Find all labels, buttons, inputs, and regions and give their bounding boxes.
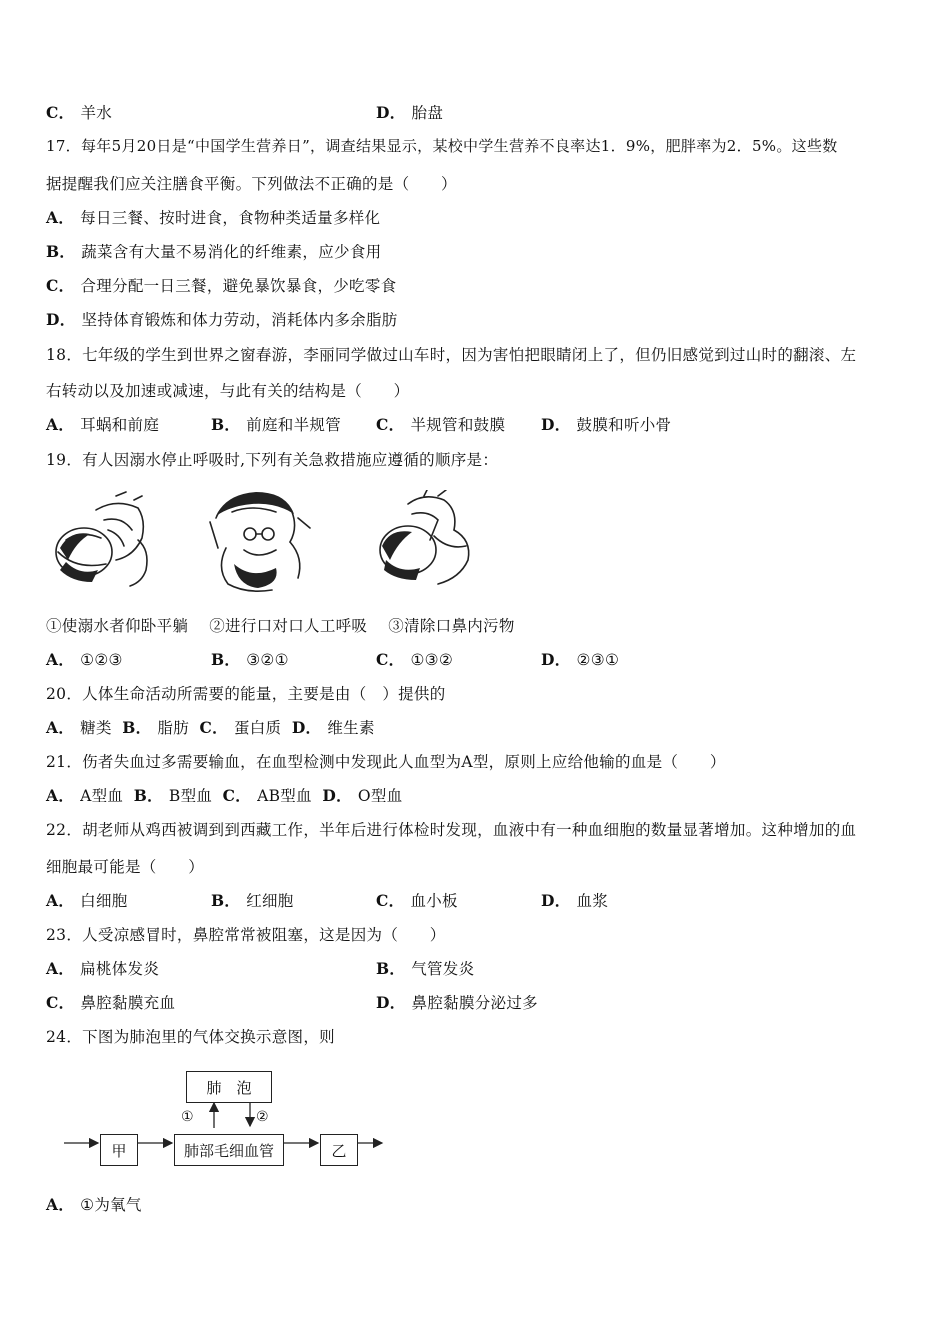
q17-stem-line2: 据提醒我们应关注膳食平衡。下列做法不正确的是（ ） bbox=[46, 175, 457, 193]
q22-stem-line1: 22．胡老师从鸡西被调到到西藏工作，半年后进行体检时发现，血液中有一种血细胞的数量显著增加。这种增加的血 bbox=[46, 821, 857, 839]
q24-stem: 24．下图为肺泡里的气体交换示意图，则 bbox=[46, 1028, 335, 1046]
q17-option-b: B． 蔬菜含有大量不易消化的纤维素，应少食用 bbox=[46, 242, 382, 261]
vessel-yi-box: 乙 bbox=[320, 1134, 358, 1166]
q17-option-a: A． 每日三餐、按时进食，食物种类适量多样化 bbox=[46, 208, 381, 227]
q20-stem: 20．人体生命活动所需要的能量，主要是由（ ）提供的 bbox=[46, 685, 446, 703]
arrow-label-2: ② bbox=[256, 1109, 269, 1125]
q16-option-c: C． 羊水 bbox=[46, 103, 113, 122]
first-aid-illustration-2 bbox=[206, 488, 316, 596]
q22-option-d: D． 血浆 bbox=[541, 891, 609, 910]
q18-option-d: D． 鼓膜和听小骨 bbox=[541, 415, 672, 434]
q21-options: A． A型血 B． B型血 C． AB型血 D． O型血 bbox=[46, 786, 403, 805]
q22-option-b: B． 红细胞 bbox=[211, 891, 294, 910]
q22-option-a: A． 白细胞 bbox=[46, 891, 128, 910]
q23-option-c: C． 鼻腔黏膜充血 bbox=[46, 993, 176, 1012]
q18-option-b: B． 前庭和半规管 bbox=[211, 415, 342, 434]
q19-option-b: B． ③②① bbox=[211, 650, 289, 669]
q18-option-a: A． 耳蜗和前庭 bbox=[46, 415, 160, 434]
q19-option-c: C． ①③② bbox=[376, 650, 454, 669]
q22-stem-line2: 细胞最可能是（ ） bbox=[46, 858, 205, 876]
vessel-jia-box: 甲 bbox=[100, 1134, 138, 1166]
q19-option-d: D． ②③① bbox=[541, 650, 620, 669]
q17-option-c: C． 合理分配一日三餐，避免暴饮暴食，少吃零食 bbox=[46, 276, 397, 295]
alveolus-box: 肺 泡 bbox=[186, 1071, 272, 1103]
q18-stem-line2: 右转动以及加速或减速，与此有关的结构是（ ） bbox=[46, 382, 410, 400]
q24-option-a: A． ①为氧气 bbox=[46, 1195, 142, 1214]
arrow-label-1: ① bbox=[181, 1109, 194, 1125]
q23-option-d: D． 鼻腔黏膜分泌过多 bbox=[376, 993, 538, 1012]
q19-option-a: A． ①②③ bbox=[46, 650, 123, 669]
q18-stem-line1: 18．七年级的学生到世界之窗春游，李丽同学做过山车时，因为害怕把眼睛闭上了，但仍旧感觉到过山时的翻滚、左 bbox=[46, 346, 857, 364]
q18-option-c: C． 半规管和鼓膜 bbox=[376, 415, 506, 434]
q17-stem-line1: 17．每年5月20日是“中国学生营养日”，调查结果显示，某校中学生营养不良率达1．9%，肥胖率为2．5%。这些数 bbox=[46, 137, 838, 155]
q21-stem: 21．伤者失血过多需要输血，在血型检测中发现此人血型为A型，原则上应给他输的血是（ ） bbox=[46, 753, 726, 771]
q23-stem: 23．人受凉感冒时，鼻腔常常被阻塞，这是因为（ ） bbox=[46, 926, 446, 944]
q19-stem: 19．有人因溺水停止呼吸时,下列有关急救措施应遵循的顺序是： bbox=[46, 451, 499, 469]
q19-steps: ①使溺水者仰卧平躺 ②进行口对口人工呼吸 ③清除口鼻内污物 bbox=[46, 617, 515, 635]
first-aid-illustration-1 bbox=[46, 490, 156, 590]
first-aid-illustration-3 bbox=[368, 490, 478, 590]
q20-options: A． 糖类 B． 脂肪 C． 蛋白质 D． 维生素 bbox=[46, 718, 375, 737]
q16-option-d: D． 胎盘 bbox=[376, 103, 444, 122]
q23-option-b: B． 气管发炎 bbox=[376, 959, 475, 978]
q17-option-d: D． 坚持体育锻炼和体力劳动，消耗体内多余脂肪 bbox=[46, 310, 398, 329]
q23-option-a: A． 扁桃体发炎 bbox=[46, 959, 160, 978]
q22-option-c: C． 血小板 bbox=[376, 891, 458, 910]
capillary-box: 肺部毛细血管 bbox=[174, 1134, 284, 1166]
